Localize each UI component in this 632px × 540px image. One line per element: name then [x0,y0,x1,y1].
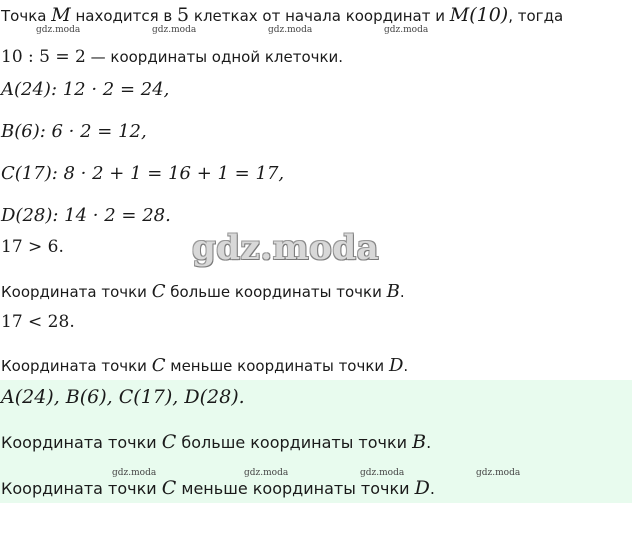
text: Координата точки [1,283,152,301]
solution-line-d [1,205,171,226]
watermark-logo: gdz.moda [192,228,380,268]
math-expr: M(10) [449,4,509,26]
watermark: gdz.moda [360,468,405,478]
watermark: gdz.moda [152,25,197,35]
text: . [426,433,432,452]
solution-line-c [1,163,284,184]
watermark: gdz.moda [268,25,313,35]
math-var: M [51,4,71,26]
answer-line-3 [1,477,435,499]
problem-line-1 [1,4,563,26]
math-expr: A(24): 12 · 2 = 24, [1,79,170,100]
math-expr: C(17): 8 · 2 + 1 = 16 + 1 = 17, [1,163,285,184]
text: меньше координаты точки [176,479,415,498]
watermark: gdz.moda [244,468,289,478]
text: Координата точки [1,479,162,498]
math-expr: 17 > 6. [1,237,64,257]
math-expr: B(6): 6 · 2 = 12, [1,121,147,142]
text: меньше координаты точки [165,357,389,375]
solution-line-b [1,121,147,142]
compare-line-1 [1,237,64,257]
text: Координата точки [1,433,162,452]
math-var: C [161,477,177,499]
watermark: gdz.moda [112,468,157,478]
math-expr: 17 < 28. [1,312,75,332]
watermark: gdz.moda [476,468,521,478]
watermark: gdz.moda [36,25,81,35]
text: . [399,283,405,301]
conclusion-line-2 [1,355,408,376]
text: , тогда [508,7,564,25]
text: . [429,479,435,498]
answer-line-1 [1,386,245,408]
math-expr: 10 : 5 = 2 [1,47,86,67]
math-expr: A(24), B(6), C(17), D(28). [1,386,245,408]
math-var: D [414,477,430,499]
math-var: B [412,431,427,453]
text: . [403,357,409,375]
math-var: C [161,431,177,453]
watermark: gdz.moda [384,25,429,35]
math-var: D [388,355,404,376]
text: Точка [1,7,52,25]
math-expr: D(28): 14 · 2 = 28. [1,205,171,226]
text: Координата точки [1,357,152,375]
compare-line-2 [1,312,75,332]
text: — координаты одной клеточки. [85,48,344,66]
solution-line-a [1,79,169,100]
math-var: C [151,355,166,376]
math-var: C [151,281,166,302]
conclusion-line-1 [1,281,405,302]
text: находится в [70,7,178,25]
math-num: 5 [177,4,190,26]
text: больше координаты точки [176,433,413,452]
solution-line-2 [1,47,343,67]
text: больше координаты точки [165,283,387,301]
answer-line-2 [1,431,431,453]
text: клетках от начала координат и [189,7,450,25]
math-var: B [386,281,400,302]
